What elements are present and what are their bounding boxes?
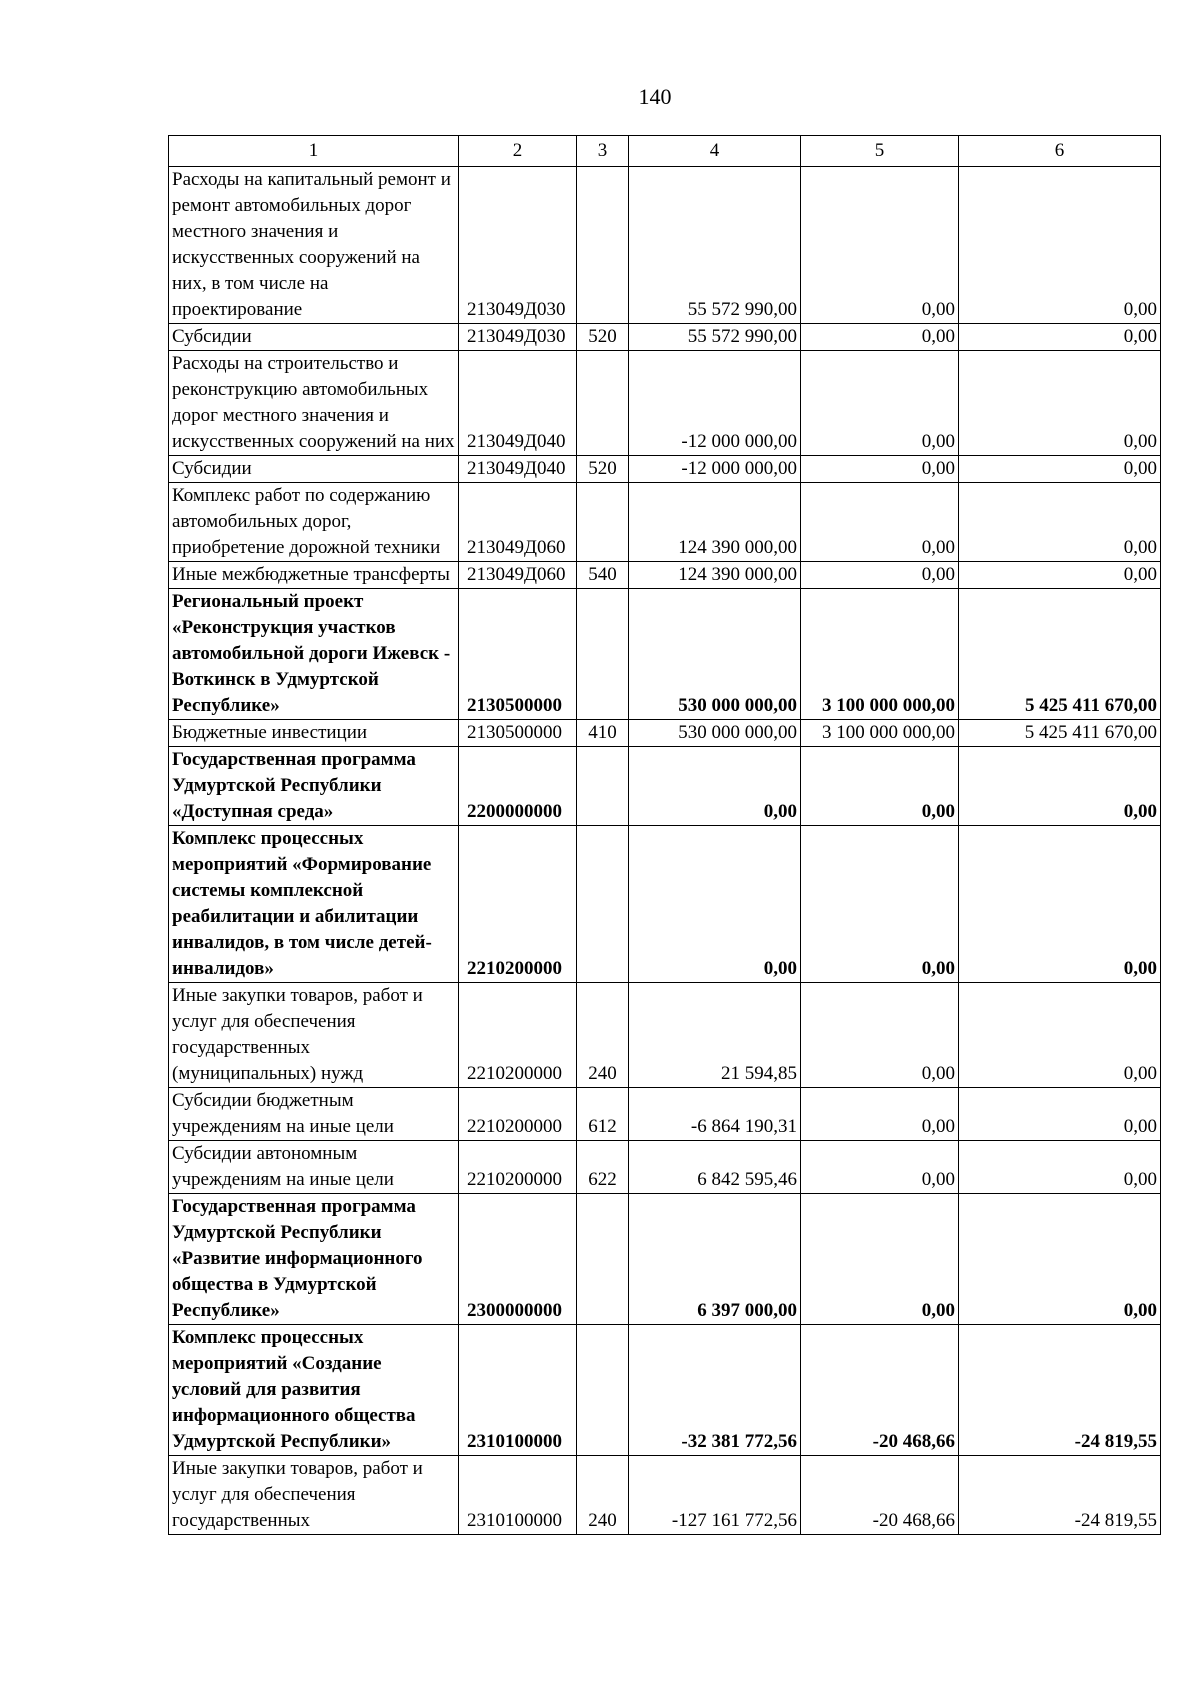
row-vr-cell	[577, 747, 629, 826]
row-col5-cell: 3 100 000 000,00	[801, 720, 959, 747]
row-col6-cell: 0,00	[959, 1088, 1161, 1141]
header-col-3: 3	[577, 136, 629, 167]
row-col6-cell: 0,00	[959, 826, 1161, 983]
row-col5-cell: -20 468,66	[801, 1325, 959, 1456]
row-name-cell: Комплекс работ по содержанию автомобильных дорог, приобретение дорожной техники	[169, 483, 459, 562]
table-row	[169, 562, 1161, 589]
row-name-cell: Региональный проект «Реконструкция участков автомобильной дороги Ижевск - Воткинск в Удмуртской Республике»	[169, 589, 459, 720]
table-row	[169, 324, 1161, 351]
row-name-cell: Комплекс процессных мероприятий «Формирование системы комплексной реабилитации и абилитации инвалидов, в том числе детей-инвалидов»	[169, 826, 459, 983]
row-code-cell: 213049Д030	[459, 167, 577, 324]
row-vr-cell: 520	[577, 324, 629, 351]
header-col-2: 2	[459, 136, 577, 167]
row-code-cell: 2210200000	[459, 983, 577, 1088]
table-row	[169, 167, 1161, 324]
row-col5-cell: 0,00	[801, 483, 959, 562]
row-vr-cell	[577, 1194, 629, 1325]
row-col6-cell: 0,00	[959, 167, 1161, 324]
row-col4-cell: 55 572 990,00	[629, 167, 801, 324]
header-col-6: 6	[959, 136, 1161, 167]
row-vr-cell	[577, 826, 629, 983]
header-col-4: 4	[629, 136, 801, 167]
row-vr-cell: 520	[577, 456, 629, 483]
row-code-cell: 213049Д060	[459, 562, 577, 589]
row-col4-cell: -127 161 772,56	[629, 1456, 801, 1535]
row-col5-cell: 3 100 000 000,00	[801, 589, 959, 720]
row-col6-cell: -24 819,55	[959, 1456, 1161, 1535]
row-col5-cell: 0,00	[801, 167, 959, 324]
row-vr-cell: 622	[577, 1141, 629, 1194]
table-row	[169, 483, 1161, 562]
row-col6-cell: 0,00	[959, 562, 1161, 589]
row-vr-cell	[577, 167, 629, 324]
row-code-cell: 2210200000	[459, 1141, 577, 1194]
row-col6-cell: 0,00	[959, 1141, 1161, 1194]
header-col-5: 5	[801, 136, 959, 167]
row-col4-cell: 0,00	[629, 826, 801, 983]
row-col6-cell: 0,00	[959, 456, 1161, 483]
row-col6-cell: 0,00	[959, 483, 1161, 562]
row-col4-cell: 6 842 595,46	[629, 1141, 801, 1194]
row-col5-cell: -20 468,66	[801, 1456, 959, 1535]
row-col5-cell: 0,00	[801, 1088, 959, 1141]
row-code-cell: 2130500000	[459, 720, 577, 747]
row-col6-cell: -24 819,55	[959, 1325, 1161, 1456]
row-col4-cell: 55 572 990,00	[629, 324, 801, 351]
table-row	[169, 826, 1161, 983]
row-name-cell: Иные межбюджетные трансферты	[169, 562, 459, 589]
row-vr-cell	[577, 1325, 629, 1456]
row-col5-cell: 0,00	[801, 1194, 959, 1325]
row-vr-cell	[577, 351, 629, 456]
table-row	[169, 1141, 1161, 1194]
row-col6-cell: 0,00	[959, 351, 1161, 456]
row-col6-cell: 0,00	[959, 983, 1161, 1088]
row-name-cell: Субсидии бюджетным учреждениям на иные цели	[169, 1088, 459, 1141]
row-col5-cell: 0,00	[801, 983, 959, 1088]
table-row	[169, 589, 1161, 720]
row-name-cell: Иные закупки товаров, работ и услуг для обеспечения государственных	[169, 1456, 459, 1535]
row-vr-cell: 410	[577, 720, 629, 747]
row-code-cell: 2210200000	[459, 1088, 577, 1141]
row-col4-cell: -12 000 000,00	[629, 456, 801, 483]
row-vr-cell: 540	[577, 562, 629, 589]
row-name-cell: Иные закупки товаров, работ и услуг для обеспечения государственных (муниципальных) нужд	[169, 983, 459, 1088]
header-col-1: 1	[169, 136, 459, 167]
row-code-cell: 2200000000	[459, 747, 577, 826]
row-col4-cell: -32 381 772,56	[629, 1325, 801, 1456]
row-vr-cell	[577, 483, 629, 562]
row-name-cell: Субсидии	[169, 324, 459, 351]
row-col6-cell: 5 425 411 670,00	[959, 589, 1161, 720]
row-code-cell: 2210200000	[459, 826, 577, 983]
row-vr-cell: 240	[577, 983, 629, 1088]
row-col6-cell: 0,00	[959, 747, 1161, 826]
row-name-cell: Комплекс процессных мероприятий «Создание условий для развития информационного общества Удмуртской Республики»	[169, 1325, 459, 1456]
row-col4-cell: -12 000 000,00	[629, 351, 801, 456]
row-code-cell: 213049Д030	[459, 324, 577, 351]
row-col4-cell: 0,00	[629, 747, 801, 826]
row-col5-cell: 0,00	[801, 826, 959, 983]
row-name-cell: Субсидии	[169, 456, 459, 483]
row-code-cell: 213049Д040	[459, 456, 577, 483]
row-name-cell: Субсидии автономным учреждениям на иные цели	[169, 1141, 459, 1194]
row-vr-cell: 240	[577, 1456, 629, 1535]
row-col4-cell: 530 000 000,00	[629, 720, 801, 747]
row-code-cell: 2310100000	[459, 1325, 577, 1456]
row-name-cell: Бюджетные инвестиции	[169, 720, 459, 747]
row-col4-cell: 6 397 000,00	[629, 1194, 801, 1325]
row-col6-cell: 0,00	[959, 1194, 1161, 1325]
row-name-cell: Государственная программа Удмуртской Республики «Доступная среда»	[169, 747, 459, 826]
budget-table	[168, 135, 1161, 1535]
page-number: 140	[638, 84, 672, 109]
row-code-cell: 213049Д040	[459, 351, 577, 456]
row-vr-cell: 612	[577, 1088, 629, 1141]
row-name-cell: Государственная программа Удмуртской Республики «Развитие информационного общества в Удмуртской Республике»	[169, 1194, 459, 1325]
row-col6-cell: 0,00	[959, 324, 1161, 351]
row-col4-cell: 21 594,85	[629, 983, 801, 1088]
table-header-row	[169, 136, 1161, 167]
row-col4-cell: 124 390 000,00	[629, 483, 801, 562]
table-row	[169, 1325, 1161, 1456]
row-code-cell: 2300000000	[459, 1194, 577, 1325]
table-row	[169, 747, 1161, 826]
table-row	[169, 351, 1161, 456]
table-row	[169, 983, 1161, 1088]
row-code-cell: 2130500000	[459, 589, 577, 720]
row-col6-cell: 5 425 411 670,00	[959, 720, 1161, 747]
table-row	[169, 720, 1161, 747]
table-row	[169, 1456, 1161, 1535]
row-col5-cell: 0,00	[801, 351, 959, 456]
table-row	[169, 456, 1161, 483]
table-row	[169, 1088, 1161, 1141]
row-col5-cell: 0,00	[801, 456, 959, 483]
row-col4-cell: 530 000 000,00	[629, 589, 801, 720]
row-code-cell: 213049Д060	[459, 483, 577, 562]
table-row	[169, 1194, 1161, 1325]
row-col4-cell: -6 864 190,31	[629, 1088, 801, 1141]
row-vr-cell	[577, 589, 629, 720]
row-col5-cell: 0,00	[801, 324, 959, 351]
row-name-cell: Расходы на строительство и реконструкцию автомобильных дорог местного значения и искусственных сооружений на них	[169, 351, 459, 456]
row-col5-cell: 0,00	[801, 1141, 959, 1194]
row-code-cell: 2310100000	[459, 1456, 577, 1535]
row-name-cell: Расходы на капитальный ремонт и ремонт автомобильных дорог местного значения и искусственных сооружений на них, в том числе на проектирование	[169, 167, 459, 324]
row-col5-cell: 0,00	[801, 747, 959, 826]
row-col4-cell: 124 390 000,00	[629, 562, 801, 589]
row-col5-cell: 0,00	[801, 562, 959, 589]
